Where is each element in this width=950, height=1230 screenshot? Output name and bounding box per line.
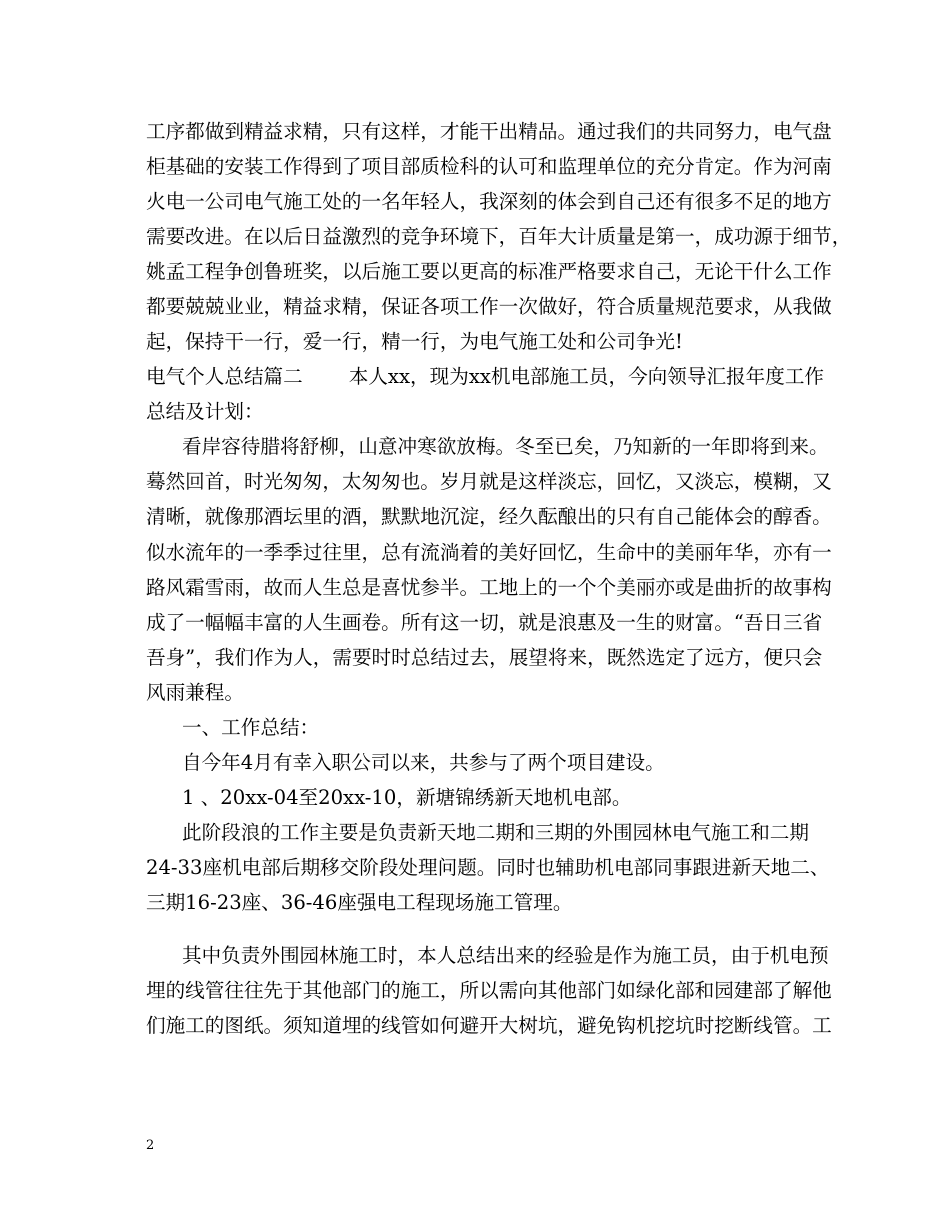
section-title: 电气个人总结篇二 [146, 365, 303, 388]
heading-work-summary: 一、工作总结： [182, 716, 320, 739]
text-line: 其中负责外围园林施工时，本人总结出来的经验是作为施工员，由于机电预 [182, 944, 829, 967]
intro-text: 本人xx，现为xx机电部施工员，今向领导汇报年度工作 [348, 365, 825, 388]
text-line: 姚孟工程争创鲁班奖，以后施工要以更高的标准严格要求自己，无论干什么工作 [146, 260, 832, 283]
text-line: 三期16-23座、36-46座强电工程现场施工管理。 [146, 891, 573, 914]
text-line: 路风霜雪雨，故而人生总是喜忧参半。工地上的一个个美丽亦或是曲折的故事构 [146, 576, 832, 599]
text-line: 24-33座机电部后期移交阶段处理问题。同时也辅助机电部同事跟进新天地二、 [146, 856, 830, 879]
text-line: 自今年4月有幸入职公司以来，共参与了两个项目建设。 [182, 751, 665, 774]
section-title-line [146, 365, 824, 389]
text-line: 总结及计划： [146, 400, 264, 423]
text-line: 柜基础的安装工作得到了项目部质检科的认可和监理单位的充分肯定。作为河南 [146, 155, 832, 178]
text-line: 吾身”，我们作为人，需要时时总结过去，展望将来，既然选定了远方，便只会 [146, 646, 823, 669]
text-line: 起，保持干一行，爱一行，精一行，为电气施工处和公司争光! [146, 330, 683, 353]
text-line: 此阶段浪的工作主要是负责新天地二期和三期的外围园林电气施工和二期 [182, 821, 809, 844]
text-line: 都要兢兢业业，精益求精，保证各项工作一次做好，符合质量规范要求，从我做 [146, 295, 832, 318]
project-item: 1 、20xx-04至20xx-10，新塘锦绣新天地机电部。 [182, 786, 632, 809]
text-line: 蓦然回首，时光匆匆，太匆匆也。岁月就是这样淡忘，回忆，又淡忘，模糊，又 [146, 470, 832, 493]
page-number: 2 [146, 1138, 155, 1153]
text-line: 似水流年的一季季过往里，总有流淌着的美好回忆，生命中的美丽年华，亦有一 [146, 541, 832, 564]
text-line: 风雨兼程。 [146, 681, 244, 704]
text-line: 需要改进。在以后日益激烈的竞争环境下，百年大计质量是第一，成功源于细节， [146, 225, 852, 248]
text-line: 埋的线管往往先于其他部门的施工，所以需向其他部门如绿化部和园建部了解他 [146, 979, 832, 1002]
text-line: 看岸容待腊将舒柳，山意冲寒欲放梅。冬至已矣，乃知新的一年即将到来。 [182, 435, 829, 458]
text-line: 清晰，就像那酒坛里的酒，默默地沉淀，经久酝酿出的只有自己能体会的醇香。 [146, 505, 832, 528]
text-line: 们施工的图纸。须知道埋的线管如何避开大树坑，避免钩机挖坑时挖断线管。工 [146, 1014, 832, 1037]
text-line: 成了一幅幅丰富的人生画卷。所有这一切，就是浪惠及一生的财富。“吾日三省 [146, 611, 823, 634]
text-line: 火电一公司电气施工处的一名年轻人，我深刻的体会到自己还有很多不足的地方 [146, 190, 832, 213]
text-line: 工序都做到精益求精，只有这样，才能干出精品。通过我们的共同努力，电气盘 [146, 120, 832, 143]
